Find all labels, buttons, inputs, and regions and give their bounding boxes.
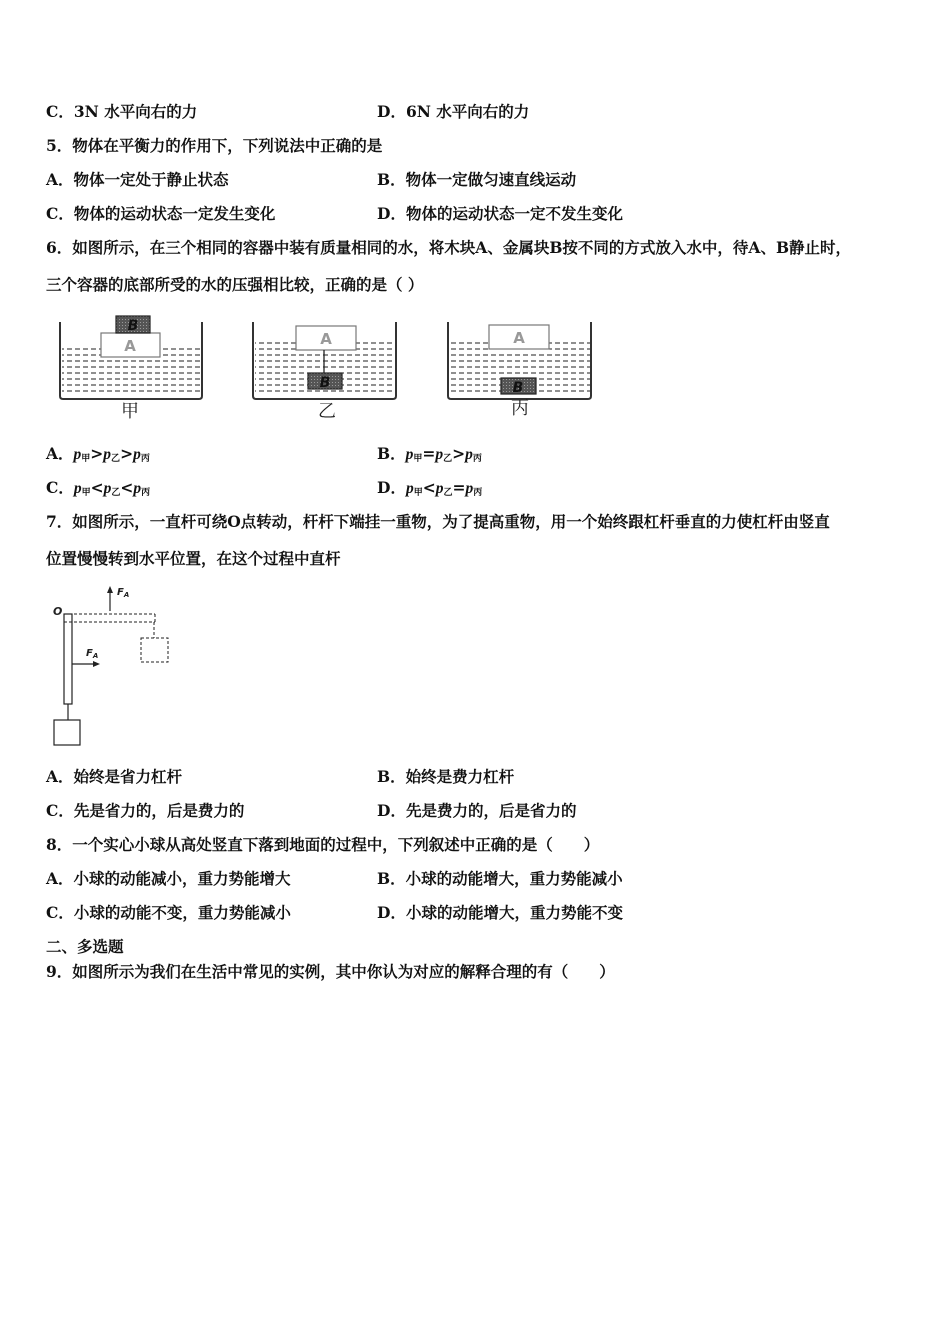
subscript: 丙 <box>141 488 151 498</box>
pressure-symbol: p <box>435 480 444 497</box>
pressure-symbol: p <box>435 446 444 463</box>
option-letter: D． <box>377 903 406 922</box>
pressure-symbol: p <box>133 446 141 463</box>
option-text: 物体的运动状态一定发生变化 <box>73 204 276 223</box>
option-text: 先是省力的，后是费力的 <box>73 801 245 820</box>
label-yi: 乙 <box>318 401 336 422</box>
option-text: 始终是费力杠杆 <box>405 767 515 786</box>
q6-option-d[interactable] <box>377 478 482 501</box>
relation: < <box>120 478 134 497</box>
pressure-symbol: p <box>73 446 82 463</box>
relation: < <box>90 478 104 497</box>
option-text: 小球的动能增大，重力势能减小 <box>405 869 623 888</box>
option-letter: D． <box>377 102 406 121</box>
option-letter: A． <box>46 170 74 189</box>
pressure-symbol: p <box>133 480 142 497</box>
option-letter: D． <box>377 478 406 497</box>
relation: < <box>422 478 436 497</box>
relation: > <box>120 444 134 463</box>
option-letter: C． <box>46 478 74 497</box>
q8-stem: 8．一个实心小球从高处竖直下落到地面的过程中，下列叙述中正确的是（ ） <box>46 835 600 854</box>
section-title: 二、多选题 <box>46 937 124 956</box>
relation: = <box>452 478 466 497</box>
q8-option-b[interactable] <box>377 869 623 889</box>
option-letter: B． <box>377 170 406 189</box>
option-letter: C． <box>46 903 74 922</box>
q5-option-b[interactable] <box>377 170 576 190</box>
subscript: 甲 <box>413 454 423 464</box>
option-letter: D． <box>377 204 406 223</box>
subscript: 甲 <box>81 488 91 498</box>
q6-stem-line2: 三个容器的底部所受的水的压强相比较，正确的是（ ） <box>46 275 424 294</box>
pressure-symbol: p <box>405 480 414 497</box>
option-text: 小球的动能不变，重力势能减小 <box>73 903 291 922</box>
container-jia <box>60 316 202 422</box>
q7-lever-figure <box>44 580 184 752</box>
subscript: 丙 <box>473 488 483 498</box>
option-letter: A． <box>46 869 74 888</box>
q5-option-d[interactable] <box>377 204 623 224</box>
pressure-symbol: p <box>465 446 473 463</box>
option-text: 物体一定处于静止状态 <box>73 170 229 189</box>
pressure-symbol: p <box>73 480 82 497</box>
q6-stem-line1: 6．如图所示，在三个相同的容器中装有质量相同的水，将木块A、金属块B按不同的方式放入水中，待A、B静止时， <box>46 238 852 257</box>
subscript: 丙 <box>472 454 482 464</box>
pressure-symbol: p <box>103 480 112 497</box>
block-b-label: B <box>319 375 331 391</box>
q4-option-d[interactable] <box>377 102 529 122</box>
subscript: 甲 <box>81 454 91 464</box>
option-text: 小球的动能增大，重力势能不变 <box>405 903 623 922</box>
q5-option-a[interactable] <box>46 170 229 190</box>
relation: > <box>452 444 466 463</box>
q8-option-c[interactable] <box>46 903 291 923</box>
option-letter: A． <box>46 767 74 786</box>
block-a-label: A <box>124 337 136 355</box>
subscript: 乙 <box>111 488 121 498</box>
option-text: 先是费力的，后是省力的 <box>405 801 577 820</box>
force-side-label: $F_A$ <box>86 648 99 660</box>
subscript: 乙 <box>111 454 121 464</box>
option-letter: B． <box>377 767 406 786</box>
q7-option-a[interactable] <box>46 767 182 787</box>
option-text: 小球的动能减小，重力势能增大 <box>73 869 291 888</box>
option-letter: B． <box>377 444 406 463</box>
force-top-label: $F_A$ <box>117 587 130 599</box>
q7-option-b[interactable] <box>377 767 514 787</box>
q6-option-b[interactable] <box>377 444 482 467</box>
subscript: 丙 <box>140 454 150 464</box>
q5-stem: 5．物体在平衡力的作用下，下列说法中正确的是 <box>46 136 383 155</box>
q5-option-c[interactable] <box>46 204 275 224</box>
block-a-label: A <box>320 330 332 348</box>
q7-option-c[interactable] <box>46 801 244 821</box>
block-b-label: B <box>127 318 139 334</box>
container-yi <box>253 322 396 422</box>
option-letter: B． <box>377 869 406 888</box>
container-bing <box>448 322 591 419</box>
q4-option-c[interactable] <box>46 102 197 122</box>
q6-option-c[interactable] <box>46 478 150 501</box>
block-b-label: B <box>512 380 524 396</box>
option-text: 物体的运动状态一定不发生变化 <box>405 204 623 223</box>
lever-rod <box>64 614 72 704</box>
option-letter: C． <box>46 102 74 121</box>
option-text: 物体一定做匀速直线运动 <box>405 170 577 189</box>
pressure-symbol: p <box>103 446 112 463</box>
weight <box>54 720 80 745</box>
q9-stem: 9．如图所示为我们在生活中常见的实例，其中你认为对应的解释合理的有（ ） <box>46 962 615 981</box>
label-bing: 丙 <box>511 398 529 419</box>
pressure-symbol: p <box>405 446 414 463</box>
label-jia: 甲 <box>121 401 139 422</box>
q7-option-d[interactable] <box>377 801 576 821</box>
option-text: 3N 水平向右的力 <box>73 102 198 121</box>
option-text: 始终是省力杠杆 <box>73 767 183 786</box>
q7-stem-line1: 7．如图所示，一直杆可绕O点转动，杆杆下端挂一重物，为了提高重物，用一个始终跟杠杆垂直的力使杠杆由竖直 <box>46 512 830 531</box>
q7-stem-line2: 位置慢慢转到水平位置，在这个过程中直杆 <box>46 549 341 568</box>
option-letter: D． <box>377 801 406 820</box>
option-letter: A． <box>46 444 74 463</box>
q8-option-a[interactable] <box>46 869 291 889</box>
option-letter: C． <box>46 204 74 223</box>
option-text: 6N 水平向右的力 <box>405 102 530 121</box>
option-letter: C． <box>46 801 74 820</box>
q6-figure <box>50 310 610 425</box>
q6-option-a[interactable] <box>46 444 150 467</box>
pivot-label: O <box>53 605 63 618</box>
relation: > <box>90 444 104 463</box>
subscript: 甲 <box>413 488 423 498</box>
relation: = <box>422 444 436 463</box>
q8-option-d[interactable] <box>377 903 623 923</box>
subscript: 乙 <box>443 488 453 498</box>
subscript: 乙 <box>443 454 453 464</box>
pressure-symbol: p <box>465 480 474 497</box>
block-a-label: A <box>513 329 525 347</box>
dashed-weight <box>141 638 168 662</box>
